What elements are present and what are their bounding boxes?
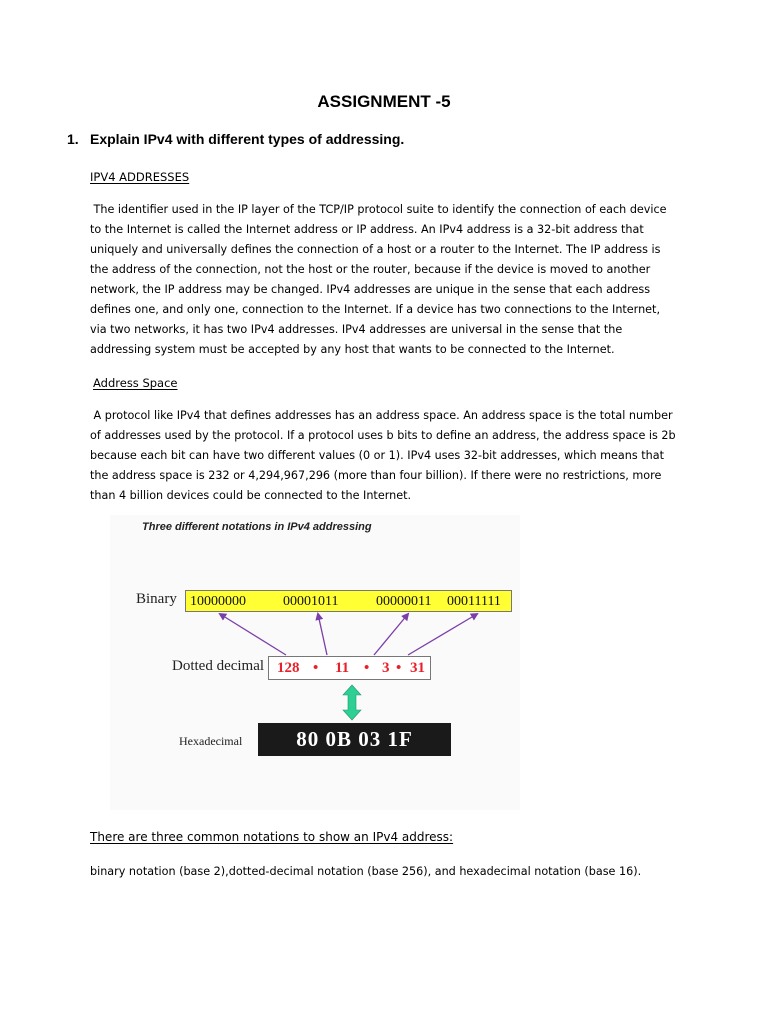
- question-text: Explain IPv4 with different types of addressing.: [90, 131, 405, 147]
- hexadecimal-label: Hexadecimal: [179, 734, 243, 748]
- binary-octet: 00011111: [447, 594, 501, 609]
- paragraph-address-space: [90, 406, 680, 506]
- dotted-octet: 128: [277, 660, 300, 676]
- paragraph-notations: [90, 862, 730, 882]
- question-1: [67, 131, 404, 147]
- dotted-decimal-label: Dotted decimal: [172, 658, 265, 674]
- question-number: 1.: [67, 131, 79, 147]
- binary-octet: 00001011: [283, 594, 339, 609]
- arrow-binary-to-3: [374, 614, 408, 655]
- heading-ipv4-addresses: IPV4 ADDRESSES: [90, 170, 190, 184]
- dot-separator: •: [396, 660, 402, 676]
- ipv4-notation-figure: [110, 515, 520, 810]
- paragraph-line: uniquely and universally defines the connection of a host or a router to the Internet. The IP address is: [90, 243, 661, 256]
- paragraph-line: the address space is 232 or 4,294,967,296 (more than four billion). If there were no restrictions, more: [90, 469, 662, 482]
- paragraph-line: to the Internet is called the Internet address or IP address. An IPv4 address is a 32-bit address that: [90, 223, 644, 236]
- heading-three-notations: There are three common notations to show an IPv4 address:: [90, 830, 454, 844]
- paragraph-line: the address of the connection, not the host or the router, because if the device is moved to another: [90, 263, 651, 276]
- figure-caption: Three different notations in IPv4 addressing: [142, 521, 372, 533]
- arrow-binary-to-11: [318, 614, 327, 655]
- double-arrow-icon: [343, 685, 361, 720]
- paragraph-line: addressing system must be accepted by any host that wants to be connected to the Internet.: [90, 343, 615, 356]
- paragraph-line: The identifier used in the IP layer of the TCP/IP protocol suite to identify the connection of each device: [90, 203, 667, 216]
- paragraph-line: A protocol like IPv4 that defines addresses has an address space. An address space is the total number: [90, 409, 673, 422]
- heading-address-space: Address Space: [93, 376, 178, 390]
- paragraph-ipv4-addresses: [90, 200, 680, 360]
- paragraph-line: than 4 billion devices could be connected to the Internet.: [90, 489, 412, 502]
- binary-label: Binary: [136, 591, 177, 607]
- hexadecimal-value: 80 0B 03 1F: [296, 727, 413, 751]
- paragraph-line: because each bit can have two different values (0 or 1). IPv4 uses 32-bit addresses, which means that: [90, 449, 664, 462]
- dotted-octet: 31: [410, 660, 425, 676]
- binary-octet: 00000011: [376, 594, 432, 609]
- document-title: ASSIGNMENT -5: [317, 92, 451, 111]
- dot-separator: •: [364, 660, 370, 676]
- paragraph-line: via two networks, it has two IPv4 addresses. IPv4 addresses are universal in the sense that the: [90, 323, 623, 336]
- dotted-octet: 11: [335, 660, 350, 676]
- arrow-binary-to-128: [220, 614, 286, 655]
- binary-octet: 10000000: [190, 594, 246, 609]
- paragraph-line: defines one, and only one, connection to the Internet. If a device has two connections to the Internet,: [90, 303, 660, 316]
- arrow-binary-to-31: [408, 614, 477, 655]
- paragraph-line: binary notation (base 2),dotted-decimal notation (base 256), and hexadecimal notation (base 16).: [90, 865, 642, 878]
- dot-separator: •: [313, 660, 319, 676]
- paragraph-line: of addresses used by the protocol. If a protocol uses b bits to define an address, the address space is 2b: [90, 429, 676, 442]
- connector-arrows: [110, 515, 520, 810]
- paragraph-line: network, the IP address may be changed. IPv4 addresses are unique in the sense that each address: [90, 283, 651, 296]
- dotted-octet: 3: [382, 660, 390, 676]
